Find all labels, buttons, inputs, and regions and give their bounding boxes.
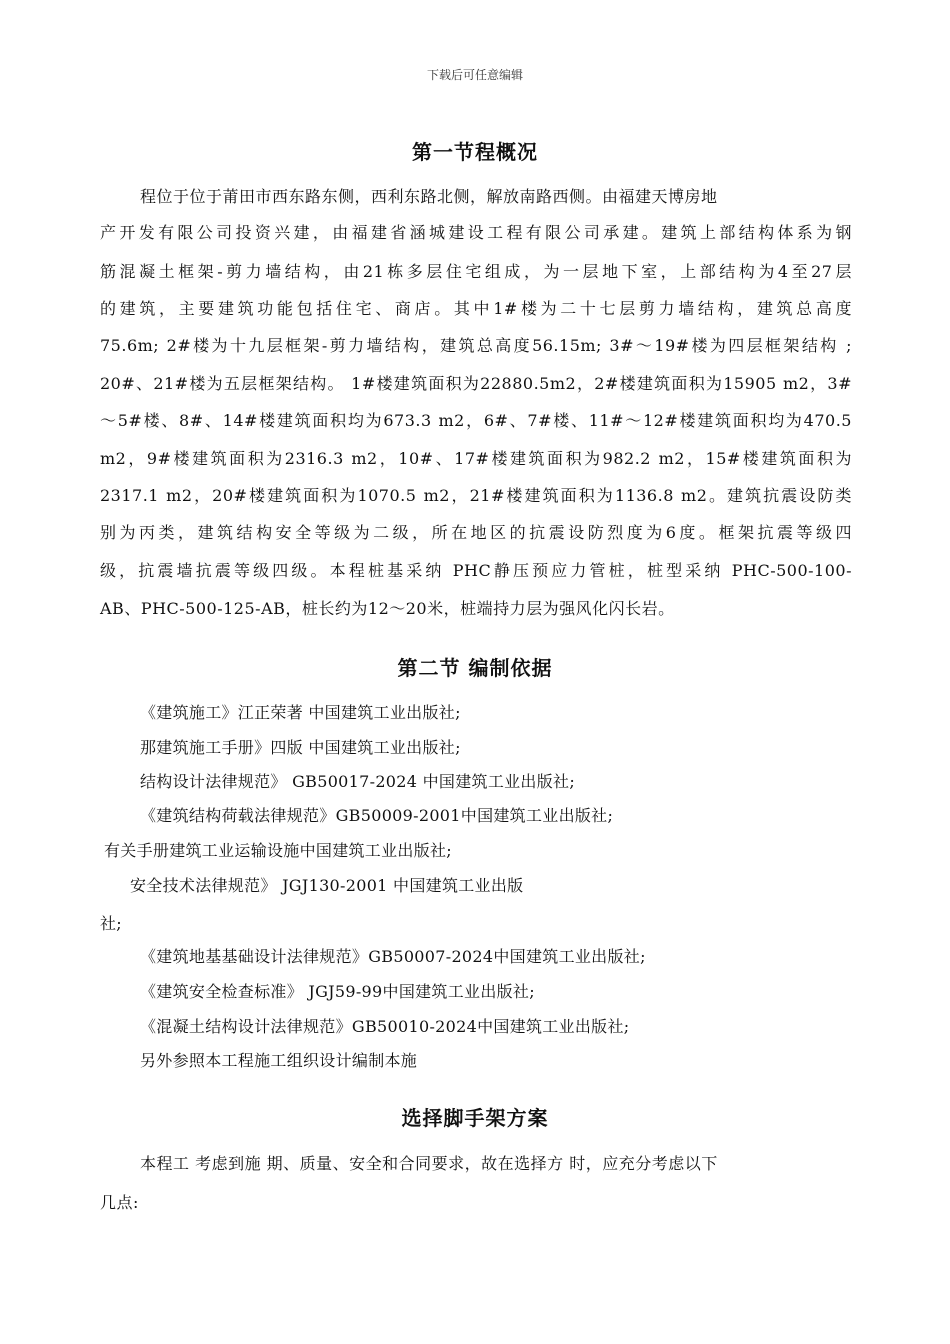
reference-item: 另外参照本工程施工组织设计编制本施 xyxy=(140,1051,418,1070)
section-title-scaffold: 选择脚手架方案 xyxy=(401,1106,549,1130)
reference-item: 《混凝土结构设计法律规范》GB50010-2024中国建筑工业出版社; xyxy=(140,1017,630,1036)
paragraph-line: 本程工 考虑到施 期、质量、安全和合同要求，故在选择方 时，应充分考虑以下 xyxy=(140,1154,718,1173)
paragraph-line: 20#、21#楼为五层框架结构。 1#楼建筑面积为22880.5m2，2#楼建筑面积为15905 m2，3# xyxy=(100,374,852,393)
paragraph-line: 的建筑，主要建筑功能包括住宅、商店。其中1#楼为二十七层剪力墙结构，建筑总高度 xyxy=(100,299,852,318)
paragraph-line: 程位于位于莆田市西东路东侧，西利东路北侧，解放南路西侧。由福建天博房地 xyxy=(140,187,718,206)
paragraph-line: 产开发有限公司投资兴建，由福建省涵城建设工程有限公司承建。建筑上部结构体系为钢 xyxy=(100,223,852,242)
section-title-overview: 第一节程概况 xyxy=(412,140,538,164)
reference-item: 结构设计法律规范》 GB50017-2024 中国建筑工业出版社; xyxy=(140,772,576,791)
paragraph-line: 75.6m; 2#楼为十九层框架-剪力墙结构，建筑总高度56.15m; 3#～19#楼为四层框架结构 ; xyxy=(100,336,852,355)
paragraph-line: 别为丙类，建筑结构安全等级为二级，所在地区的抗震设防烈度为6度。框架抗震等级四 xyxy=(100,523,852,542)
reference-item: 《建筑地基基础设计法律规范》GB50007-2024中国建筑工业出版社; xyxy=(140,947,646,966)
reference-item: 《建筑施工》江正荣著 中国建筑工业出版社; xyxy=(140,703,461,722)
paragraph-line: 筋混凝土框架-剪力墙结构，由21栋多层住宅组成，为一层地下室，上部结构为4至27层 xyxy=(100,262,852,281)
page-header: 下载后可任意编辑 xyxy=(426,68,523,82)
paragraph-line: m2，9#楼建筑面积为2316.3 m2，10#、17#楼建筑面积为982.2 m2，15#楼建筑面积为 xyxy=(100,449,852,468)
paragraph-line: AB、PHC-500-125-AB，桩长约为12～20米，桩端持力层为强风化闪长岩。 xyxy=(100,599,675,618)
reference-item: 安全技术法律规范》 JGJ130-2001 中国建筑工业出版 xyxy=(130,876,524,895)
paragraph-line: 几点: xyxy=(100,1193,139,1212)
reference-item: 有关手册建筑工业运输设施中国建筑工业出版社; xyxy=(104,841,452,860)
reference-item: 那建筑施工手册》四版 中国建筑工业出版社; xyxy=(140,738,461,757)
reference-item: 社; xyxy=(100,914,122,933)
paragraph-line: ～5#楼、8#、14#楼建筑面积均为673.3 m2，6#、7#楼、11#～12#楼建筑面积均为470.5 xyxy=(100,411,852,430)
reference-item: 《建筑安全检查标准》 JGJ59-99中国建筑工业出版社; xyxy=(140,982,535,1001)
reference-item: 《建筑结构荷载法律规范》GB50009-2001中国建筑工业出版社; xyxy=(140,806,614,825)
paragraph-line: 2317.1 m2，20#楼建筑面积为1070.5 m2，21#楼建筑面积为1136.8 m2。建筑抗震设防类 xyxy=(100,486,852,505)
section-title-basis: 第二节 编制依据 xyxy=(397,656,553,680)
paragraph-line: 级，抗震墙抗震等级四级。本程桩基采纳 PHC静压预应力管桩，桩型采纳 PHC-500-100- xyxy=(100,561,852,580)
